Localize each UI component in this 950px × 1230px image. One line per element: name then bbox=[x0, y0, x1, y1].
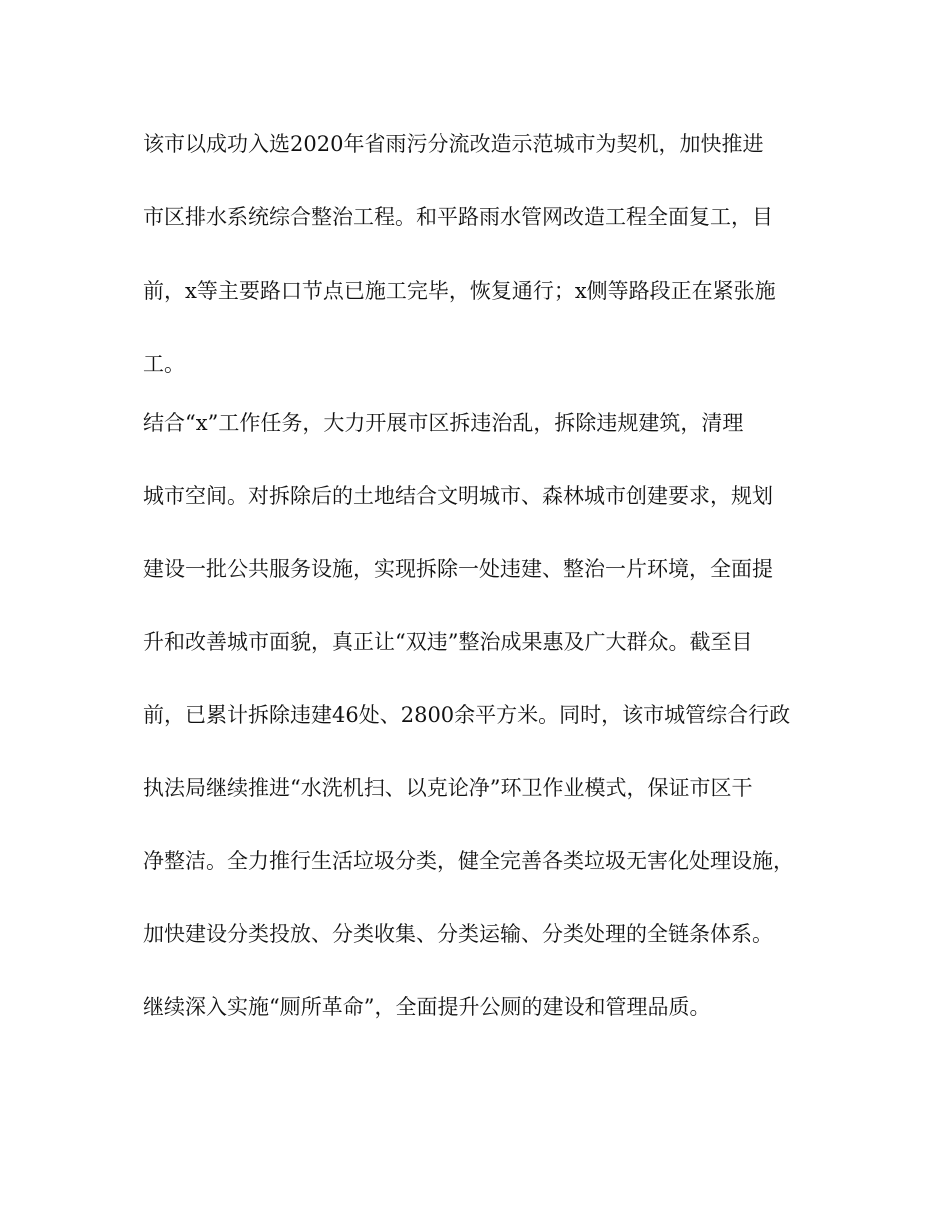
text-line: 升和改善城市面貌，真正让“双违”整治成果惠及广大群众。截至目 bbox=[143, 630, 753, 654]
text-line: 工。 bbox=[143, 352, 185, 376]
text-line: 前，x等主要路口节点已施工完毕，恢复通行；x侧等路段正在紧张施 bbox=[143, 279, 776, 303]
text-line: 前，已累计拆除违建46处、2800余平方米。同时，该市城管综合行政 bbox=[143, 703, 791, 727]
text-line: 净整洁。全力推行生活垃圾分类，健全完善各类垃圾无害化处理设施， bbox=[143, 849, 794, 873]
text-line: 加快建设分类投放、分类收集、分类运输、分类处理的全链条体系。 bbox=[143, 922, 773, 946]
text-line: 该市以成功入选2020年省雨污分流改造示范城市为契机，加快推进 bbox=[143, 132, 764, 156]
text-line: 市区排水系统综合整治工程。和平路雨水管网改造工程全面复工，目 bbox=[143, 205, 773, 229]
text-line: 继续深入实施“厕所革命”，全面提升公厕的建设和管理品质。 bbox=[143, 995, 711, 1019]
text-line: 建设一批公共服务设施，实现拆除一处违建、整治一片环境，全面提 bbox=[143, 557, 773, 581]
text-line: 结合“x”工作任务，大力开展市区拆违治乱，拆除违规建筑，清理 bbox=[143, 411, 744, 435]
text-line: 城市空间。对拆除后的土地结合文明城市、森林城市创建要求，规划 bbox=[143, 484, 773, 508]
text-line: 执法局继续推进“水洗机扫、以克论净”环卫作业模式，保证市区干 bbox=[143, 776, 753, 800]
